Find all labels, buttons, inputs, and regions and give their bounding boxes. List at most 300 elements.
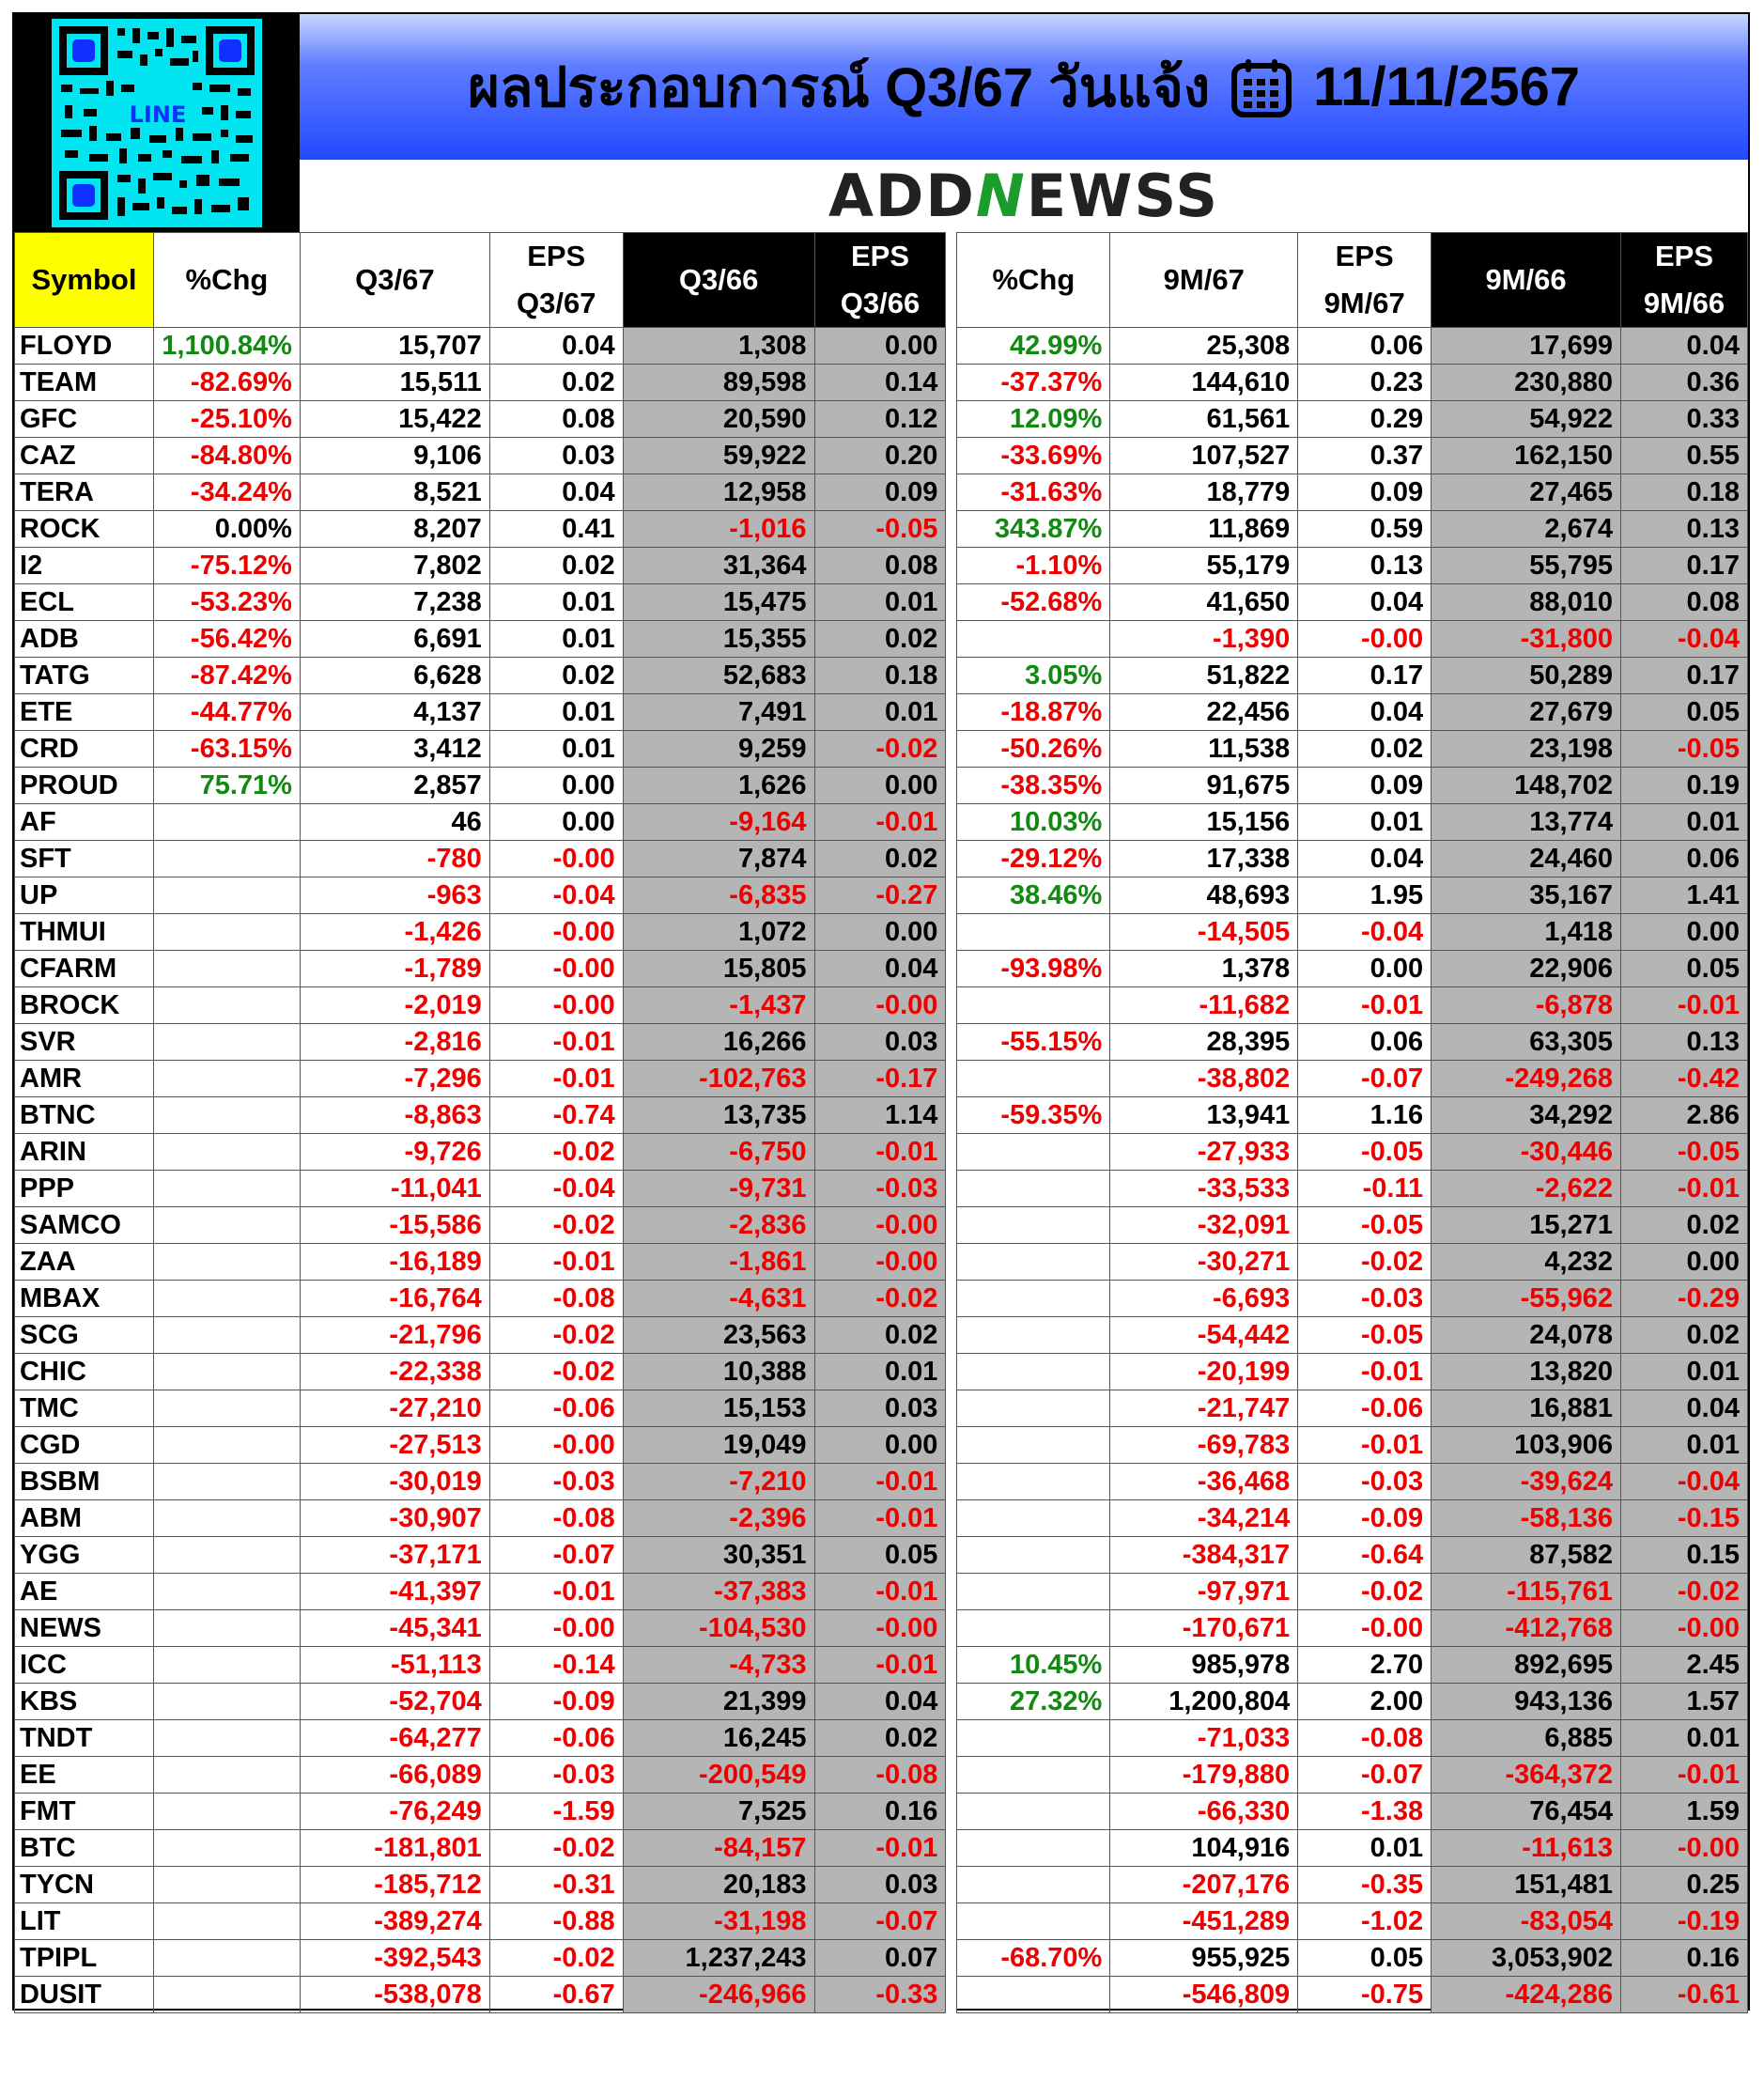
cell-chg-q3: 75.71%	[153, 768, 300, 804]
table-row[interactable]	[15, 1281, 1748, 1317]
table-row[interactable]	[15, 1317, 1748, 1354]
cell-eps-m966: 0.04	[1620, 328, 1747, 365]
cell-q366: -7,210	[623, 1464, 814, 1500]
cell-q366: 9,259	[623, 731, 814, 768]
cell-symbol: LIT	[15, 1903, 154, 1940]
table-row[interactable]	[15, 1207, 1748, 1244]
cell-q367: -64,277	[300, 1720, 489, 1757]
table-row[interactable]	[15, 1427, 1748, 1464]
cell-symbol: YGG	[15, 1537, 154, 1574]
column-gap	[946, 1830, 957, 1867]
cell-eps-q366: -0.00	[814, 987, 946, 1024]
column-gap	[946, 1903, 957, 1940]
cell-eps-m966: -0.01	[1620, 1757, 1747, 1794]
table-row[interactable]	[15, 804, 1748, 841]
cell-m967: -1,390	[1110, 621, 1298, 658]
col-9m67[interactable]: 9M/67	[1110, 233, 1298, 328]
table-row[interactable]	[15, 1830, 1748, 1867]
cell-eps-q367: -0.03	[489, 1464, 623, 1500]
cell-m967: -54,442	[1110, 1317, 1298, 1354]
cell-chg-9m: 10.45%	[957, 1647, 1110, 1684]
cell-eps-q366: -0.02	[814, 1281, 946, 1317]
cell-chg-9m: 38.46%	[957, 877, 1110, 914]
cell-eps-m966: 0.01	[1620, 804, 1747, 841]
cell-eps-q367: 0.08	[489, 401, 623, 438]
cell-eps-m966: 0.00	[1620, 1244, 1747, 1281]
table-row[interactable]	[15, 401, 1748, 438]
table-row[interactable]	[15, 1097, 1748, 1134]
cell-eps-q366: 0.05	[814, 1537, 946, 1574]
column-gap	[946, 1061, 957, 1097]
cell-m967: -207,176	[1110, 1867, 1298, 1903]
table-row[interactable]	[15, 1354, 1748, 1390]
cell-eps-m966: 0.02	[1620, 1207, 1747, 1244]
cell-m967: 1,200,804	[1110, 1684, 1298, 1720]
column-gap	[946, 1207, 957, 1244]
cell-symbol: AE	[15, 1574, 154, 1610]
cell-m966: -83,054	[1431, 1903, 1621, 1940]
cell-eps-m967: -0.64	[1298, 1537, 1431, 1574]
cell-m967: 15,156	[1110, 804, 1298, 841]
column-gap	[946, 877, 957, 914]
cell-chg-9m: -55.15%	[957, 1024, 1110, 1061]
cell-eps-q367: -0.08	[489, 1500, 623, 1537]
column-gap	[946, 511, 957, 548]
cell-q367: -37,171	[300, 1537, 489, 1574]
cell-chg-9m	[957, 1500, 1110, 1537]
cell-eps-q367: -0.09	[489, 1684, 623, 1720]
cell-symbol: MBAX	[15, 1281, 154, 1317]
table-row[interactable]	[15, 768, 1748, 804]
cell-m966: 1,418	[1431, 914, 1621, 951]
cell-q366: -246,966	[623, 1977, 814, 2013]
cell-chg-9m	[957, 1390, 1110, 1427]
table-row[interactable]	[15, 1171, 1748, 1207]
column-gap	[946, 474, 957, 511]
cell-eps-m967: -0.02	[1298, 1574, 1431, 1610]
col-chg-9m[interactable]: %Chg	[957, 233, 1110, 328]
cell-chg-q3	[153, 987, 300, 1024]
cell-chg-9m: -1.10%	[957, 548, 1110, 584]
cell-symbol: TPIPL	[15, 1940, 154, 1977]
column-gap	[946, 1281, 957, 1317]
table-row[interactable]	[15, 987, 1748, 1024]
cell-m966: 4,232	[1431, 1244, 1621, 1281]
cell-m967: -71,033	[1110, 1720, 1298, 1757]
cell-m966: 17,699	[1431, 328, 1621, 365]
col-eps-9m66[interactable]: EPS 9M/66	[1620, 233, 1747, 328]
column-gap	[946, 731, 957, 768]
column-gap	[946, 951, 957, 987]
cell-eps-m967: 0.06	[1298, 1024, 1431, 1061]
cell-q366: 31,364	[623, 548, 814, 584]
table-row[interactable]	[15, 1684, 1748, 1720]
cell-eps-m967: -0.08	[1298, 1720, 1431, 1757]
column-gap	[946, 233, 957, 328]
col-eps-q366[interactable]: EPS Q3/66	[814, 233, 946, 328]
cell-eps-m966: -0.61	[1620, 1977, 1747, 2013]
cell-chg-9m	[957, 1903, 1110, 1940]
cell-eps-m967: -0.05	[1298, 1134, 1431, 1171]
table-row[interactable]	[15, 1647, 1748, 1684]
cell-chg-9m: -29.12%	[957, 841, 1110, 877]
cell-m966: -424,286	[1431, 1977, 1621, 2013]
table-row[interactable]	[15, 1940, 1748, 1977]
cell-m966: 22,906	[1431, 951, 1621, 987]
column-gap	[946, 1720, 957, 1757]
cell-m967: 11,869	[1110, 511, 1298, 548]
cell-eps-m967: -0.00	[1298, 621, 1431, 658]
cell-symbol: BTC	[15, 1830, 154, 1867]
table-row[interactable]	[15, 1500, 1748, 1537]
table-row[interactable]	[15, 1574, 1748, 1610]
table-row[interactable]	[15, 438, 1748, 474]
table-row[interactable]	[15, 1867, 1748, 1903]
cell-eps-q367: 0.04	[489, 328, 623, 365]
cell-eps-q367: -0.02	[489, 1354, 623, 1390]
cell-m967: 61,561	[1110, 401, 1298, 438]
cell-chg-q3	[153, 1647, 300, 1684]
cell-eps-q366: 0.00	[814, 1427, 946, 1464]
column-gap	[946, 1757, 957, 1794]
cell-eps-q366: 0.07	[814, 1940, 946, 1977]
cell-q366: 7,491	[623, 694, 814, 731]
cell-eps-m967: 0.13	[1298, 548, 1431, 584]
cell-m966: 13,820	[1431, 1354, 1621, 1390]
table-row[interactable]	[15, 1024, 1748, 1061]
table-row[interactable]	[15, 841, 1748, 877]
cell-q367: -538,078	[300, 1977, 489, 2013]
cell-eps-m966: -0.05	[1620, 731, 1747, 768]
cell-chg-q3	[153, 1207, 300, 1244]
cell-m967: -11,682	[1110, 987, 1298, 1024]
cell-chg-q3: -44.77%	[153, 694, 300, 731]
cell-m966: -30,446	[1431, 1134, 1621, 1171]
cell-symbol: CFARM	[15, 951, 154, 987]
cell-eps-q367: -0.03	[489, 1757, 623, 1794]
cell-q367: -16,189	[300, 1244, 489, 1281]
cell-eps-q367: 0.02	[489, 548, 623, 584]
table-row[interactable]	[15, 474, 1748, 511]
page-title: ผลประกอบการณ์ Q3/67 วันแจ้ง	[467, 57, 1211, 118]
cell-eps-m966: 0.01	[1620, 1427, 1747, 1464]
table-row[interactable]	[15, 1794, 1748, 1830]
cell-m966: 55,795	[1431, 548, 1621, 584]
cell-chg-9m: 27.32%	[957, 1684, 1110, 1720]
cell-chg-q3	[153, 1867, 300, 1903]
table-row[interactable]	[15, 511, 1748, 548]
cell-eps-q367: -0.88	[489, 1903, 623, 1940]
table-row[interactable]	[15, 694, 1748, 731]
col-q366[interactable]: Q3/66	[623, 233, 814, 328]
cell-eps-q366: -0.00	[814, 1610, 946, 1647]
cell-eps-m966: -0.04	[1620, 621, 1747, 658]
cell-chg-q3: 1,100.84%	[153, 328, 300, 365]
table-row[interactable]	[15, 877, 1748, 914]
cell-chg-9m: -37.37%	[957, 365, 1110, 401]
table-row[interactable]	[15, 621, 1748, 658]
cell-chg-q3	[153, 1537, 300, 1574]
cell-eps-q367: 0.02	[489, 365, 623, 401]
report-date: 11/11/2567	[1313, 56, 1581, 117]
cell-eps-q367: -0.01	[489, 1061, 623, 1097]
cell-eps-m967: -0.09	[1298, 1500, 1431, 1537]
cell-m966: 16,881	[1431, 1390, 1621, 1427]
cell-q366: -4,733	[623, 1647, 814, 1684]
cell-eps-q367: -0.07	[489, 1537, 623, 1574]
cell-eps-m966: 0.13	[1620, 1024, 1747, 1061]
cell-q366: 1,626	[623, 768, 814, 804]
cell-q366: 7,525	[623, 1794, 814, 1830]
cell-eps-m966: -0.15	[1620, 1500, 1747, 1537]
cell-eps-q366: 0.00	[814, 328, 946, 365]
cell-eps-q367: -0.02	[489, 1830, 623, 1867]
table-row[interactable]	[15, 328, 1748, 365]
table-row[interactable]	[15, 951, 1748, 987]
col-q367[interactable]: Q3/67	[300, 233, 489, 328]
cell-eps-q366: -0.27	[814, 877, 946, 914]
cell-chg-q3	[153, 1940, 300, 1977]
cell-chg-q3	[153, 1757, 300, 1794]
cell-chg-9m	[957, 1427, 1110, 1464]
column-gap	[946, 365, 957, 401]
cell-chg-q3: -75.12%	[153, 548, 300, 584]
cell-eps-m966: 0.18	[1620, 474, 1747, 511]
cell-chg-9m: -68.70%	[957, 1940, 1110, 1977]
table-row[interactable]	[15, 1134, 1748, 1171]
table-row[interactable]	[15, 1390, 1748, 1427]
cell-eps-q366: 1.14	[814, 1097, 946, 1134]
cell-m966: -58,136	[1431, 1500, 1621, 1537]
cell-chg-9m: -33.69%	[957, 438, 1110, 474]
cell-q366: 19,049	[623, 1427, 814, 1464]
column-gap	[946, 841, 957, 877]
table-row[interactable]	[15, 1244, 1748, 1281]
table-row[interactable]	[15, 658, 1748, 694]
cell-chg-q3	[153, 1171, 300, 1207]
cell-chg-9m: -50.26%	[957, 731, 1110, 768]
cell-m967: -36,468	[1110, 1464, 1298, 1500]
cell-eps-m966: 0.04	[1620, 1390, 1747, 1427]
cell-chg-q3	[153, 1500, 300, 1537]
cell-eps-q367: -0.14	[489, 1647, 623, 1684]
cell-eps-q367: 0.00	[489, 804, 623, 841]
addnewss-logo: ADDNEWSS	[828, 162, 1220, 230]
table-row[interactable]	[15, 1537, 1748, 1574]
cell-symbol: TNDT	[15, 1720, 154, 1757]
col-eps-q367[interactable]: EPS Q3/67	[489, 233, 623, 328]
cell-m967: -451,289	[1110, 1903, 1298, 1940]
cell-q366: 15,153	[623, 1390, 814, 1427]
cell-eps-m966: -0.01	[1620, 1171, 1747, 1207]
cell-chg-9m	[957, 1171, 1110, 1207]
table-row[interactable]	[15, 1720, 1748, 1757]
cell-eps-m967: -0.02	[1298, 1244, 1431, 1281]
cell-symbol: CAZ	[15, 438, 154, 474]
cell-eps-q366: 0.03	[814, 1390, 946, 1427]
table-row[interactable]	[15, 1464, 1748, 1500]
cell-chg-q3	[153, 1281, 300, 1317]
cell-q366: 1,072	[623, 914, 814, 951]
cell-eps-m967: -0.07	[1298, 1757, 1431, 1794]
cell-eps-q366: 0.02	[814, 1317, 946, 1354]
cell-m966: 63,305	[1431, 1024, 1621, 1061]
col-symbol[interactable]: Symbol	[15, 233, 154, 328]
cell-m966: 103,906	[1431, 1427, 1621, 1464]
cell-m967: -69,783	[1110, 1427, 1298, 1464]
cell-m966: -115,761	[1431, 1574, 1621, 1610]
cell-chg-9m	[957, 621, 1110, 658]
cell-chg-q3	[153, 841, 300, 877]
cell-q366: 52,683	[623, 658, 814, 694]
cell-m967: 48,693	[1110, 877, 1298, 914]
cell-eps-q366: 0.01	[814, 694, 946, 731]
col-9m66[interactable]: 9M/66	[1431, 233, 1621, 328]
cell-eps-q367: -0.00	[489, 987, 623, 1024]
cell-eps-q367: -0.00	[489, 1610, 623, 1647]
cell-eps-m966: 0.01	[1620, 1354, 1747, 1390]
cell-q366: -200,549	[623, 1757, 814, 1794]
cell-symbol: KBS	[15, 1684, 154, 1720]
cell-m966: 24,460	[1431, 841, 1621, 877]
cell-eps-m967: 0.59	[1298, 511, 1431, 548]
cell-m966: -55,962	[1431, 1281, 1621, 1317]
cell-eps-m967: -1.02	[1298, 1903, 1431, 1940]
cell-chg-q3	[153, 914, 300, 951]
cell-eps-q366: 0.09	[814, 474, 946, 511]
column-gap	[946, 768, 957, 804]
cell-eps-q366: 0.03	[814, 1867, 946, 1903]
cell-chg-9m: -59.35%	[957, 1097, 1110, 1134]
cell-q367: 9,106	[300, 438, 489, 474]
cell-symbol: FLOYD	[15, 328, 154, 365]
col-chg-q3[interactable]: %Chg	[153, 233, 300, 328]
cell-m967: 18,779	[1110, 474, 1298, 511]
qr-line-label: LINE	[129, 101, 187, 128]
table-row[interactable]	[15, 914, 1748, 951]
cell-m967: -66,330	[1110, 1794, 1298, 1830]
cell-symbol: BSBM	[15, 1464, 154, 1500]
table-row[interactable]	[15, 584, 1748, 621]
cell-q367: -27,210	[300, 1390, 489, 1427]
cell-q367: -45,341	[300, 1610, 489, 1647]
column-gap	[946, 1500, 957, 1537]
cell-eps-q366: -0.07	[814, 1903, 946, 1940]
cell-eps-m967: -0.01	[1298, 987, 1431, 1024]
cell-m967: 107,527	[1110, 438, 1298, 474]
cell-eps-m967: 0.05	[1298, 1940, 1431, 1977]
cell-m966: 6,885	[1431, 1720, 1621, 1757]
cell-eps-q367: 0.41	[489, 511, 623, 548]
cell-symbol: SFT	[15, 841, 154, 877]
cell-m967: -170,671	[1110, 1610, 1298, 1647]
cell-chg-q3: -87.42%	[153, 658, 300, 694]
cell-eps-q366: -0.00	[814, 1244, 946, 1281]
cell-q366: 20,590	[623, 401, 814, 438]
cell-eps-m966: 0.02	[1620, 1317, 1747, 1354]
cell-chg-q3	[153, 1244, 300, 1281]
cell-eps-q367: 0.01	[489, 584, 623, 621]
column-gap	[946, 548, 957, 584]
cell-eps-q367: -1.59	[489, 1794, 623, 1830]
cell-m967: -20,199	[1110, 1354, 1298, 1390]
cell-eps-m967: -0.05	[1298, 1317, 1431, 1354]
cell-m967: 41,650	[1110, 584, 1298, 621]
cell-eps-m967: 0.01	[1298, 1830, 1431, 1867]
cell-q367: -51,113	[300, 1647, 489, 1684]
table-row[interactable]	[15, 1903, 1748, 1940]
table-row[interactable]	[15, 1610, 1748, 1647]
cell-symbol: ETE	[15, 694, 154, 731]
cell-q366: -1,437	[623, 987, 814, 1024]
table-row[interactable]	[15, 1061, 1748, 1097]
table-row[interactable]	[15, 1977, 1748, 2013]
cell-chg-9m	[957, 1354, 1110, 1390]
cell-eps-q366: 0.00	[814, 914, 946, 951]
cell-chg-q3	[153, 1903, 300, 1940]
cell-symbol: ROCK	[15, 511, 154, 548]
cell-m967: 28,395	[1110, 1024, 1298, 1061]
cell-q366: -102,763	[623, 1061, 814, 1097]
table-row[interactable]	[15, 548, 1748, 584]
cell-chg-9m	[957, 1610, 1110, 1647]
cell-eps-m967: 0.23	[1298, 365, 1431, 401]
cell-chg-q3: -84.80%	[153, 438, 300, 474]
cell-eps-q366: -0.03	[814, 1171, 946, 1207]
cell-m966: 23,198	[1431, 731, 1621, 768]
cell-q367: -1,426	[300, 914, 489, 951]
cell-m966: 230,880	[1431, 365, 1621, 401]
cell-eps-m967: 0.00	[1298, 951, 1431, 987]
cell-eps-m967: -0.03	[1298, 1281, 1431, 1317]
cell-chg-q3	[153, 1097, 300, 1134]
column-gap	[946, 328, 957, 365]
cell-q366: 15,805	[623, 951, 814, 987]
cell-q367: -30,019	[300, 1464, 489, 1500]
cell-m967: -384,317	[1110, 1537, 1298, 1574]
table-row[interactable]	[15, 1757, 1748, 1794]
cell-m966: -364,372	[1431, 1757, 1621, 1794]
cell-eps-q366: -0.05	[814, 511, 946, 548]
cell-m967: -6,693	[1110, 1281, 1298, 1317]
line-qr-code[interactable]	[14, 14, 300, 232]
cell-q367: -7,296	[300, 1061, 489, 1097]
cell-chg-9m	[957, 1757, 1110, 1794]
cell-eps-q367: -0.02	[489, 1317, 623, 1354]
column-gap	[946, 658, 957, 694]
cell-eps-q367: -0.02	[489, 1940, 623, 1977]
table-row[interactable]	[15, 731, 1748, 768]
cell-eps-q367: -0.06	[489, 1390, 623, 1427]
cell-eps-m967: 0.29	[1298, 401, 1431, 438]
cell-q367: 3,412	[300, 731, 489, 768]
cell-eps-m967: -0.00	[1298, 1610, 1431, 1647]
cell-m966: -2,622	[1431, 1171, 1621, 1207]
cell-eps-q367: -0.74	[489, 1097, 623, 1134]
cell-m967: 91,675	[1110, 768, 1298, 804]
cell-q367: 7,238	[300, 584, 489, 621]
cell-eps-q367: 0.04	[489, 474, 623, 511]
cell-chg-q3	[153, 1061, 300, 1097]
cell-q366: -6,835	[623, 877, 814, 914]
cell-eps-q366: -0.01	[814, 1830, 946, 1867]
cell-q367: -41,397	[300, 1574, 489, 1610]
cell-chg-9m	[957, 1061, 1110, 1097]
col-eps-9m67[interactable]: EPS 9M/67	[1298, 233, 1431, 328]
table-row[interactable]	[15, 365, 1748, 401]
column-gap	[946, 987, 957, 1024]
cell-m967: -14,505	[1110, 914, 1298, 951]
